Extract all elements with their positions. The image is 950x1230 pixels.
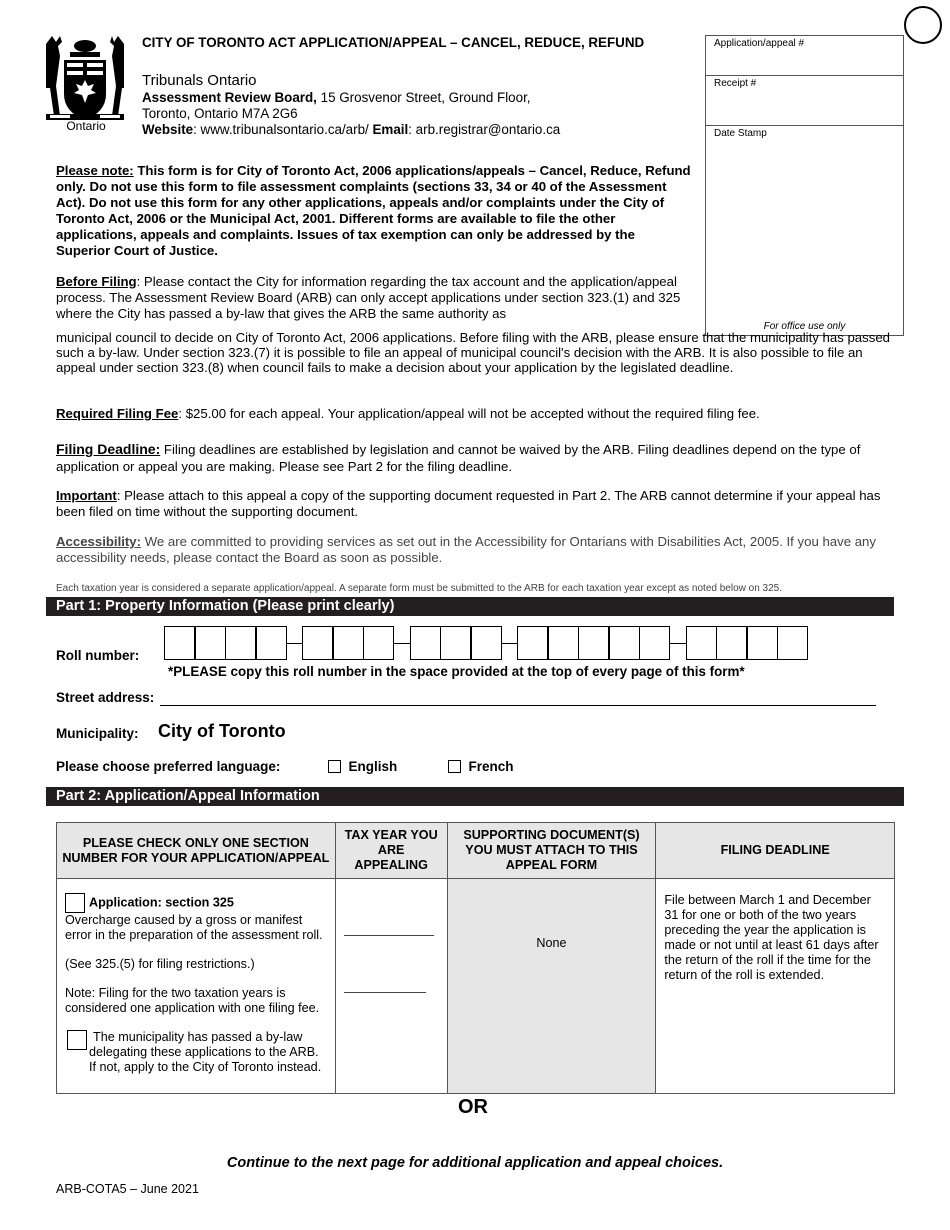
- form-title: CITY OF TORONTO ACT APPLICATION/APPEAL – CANCEL, REDUCE, REFUND: [142, 35, 645, 50]
- tax-year-cell: [335, 879, 447, 1094]
- roll-digit-box[interactable]: [471, 626, 502, 660]
- please-note: Please note: This form is for City of Toronto Act, 2006 applications/appeals – Cancel, Reduce, Refund only. Do not use this form to file assessment complaints (sections 33, 34 or 40 of the Assessment Act). Do not use this form for any other applications, appeals and/or complaints under the City of Toronto Act, 2006 or the Municipal Act, 2001. Different forms are available to file the other applications, appeals and complaints. Issues of tax exemption can only be addressed by the Superior Court of Justice.: [56, 163, 691, 258]
- roll-digit-box[interactable]: [548, 626, 579, 660]
- city-line: Toronto, Ontario M7A 2G6: [142, 106, 298, 121]
- filing-restrictions: (See 325.(5) for filing restrictions.): [65, 957, 255, 971]
- roll-separator: [670, 643, 686, 644]
- roll-number-input[interactable]: [164, 626, 824, 660]
- part1-heading: Part 1: Property Information (Please print clearly): [46, 597, 894, 616]
- taxation-note: Each taxation year is considered a separate application/appeal. A separate form must be submitted to the ARB for each taxation year except as noted below on 325.: [56, 583, 783, 594]
- before-filing-part2: municipal council to decide on City of Toronto Act, 2006 applications. Before filing with the ARB, please ensure that the municipality has passed such a by-law. Under section 323.(7) it is possible to file an appeal of municipal council's decision with the ARB. It is also possible to file an appeal under section 323.(8) when council fails to make a decision about your application by the legislated deadline.: [56, 330, 890, 375]
- contact-line: Website: www.tribunalsontario.ca/arb/ Email: arb.registrar@ontario.ca: [142, 122, 561, 137]
- roll-digit-box[interactable]: [195, 626, 226, 660]
- roll-digit-box[interactable]: [609, 626, 640, 660]
- section-325-checkbox[interactable]: [65, 893, 85, 913]
- accessibility-note: Accessibility: We are committed to providing services as set out in the Accessibility for Ontarians with Disabilities Act, 2005. If you have any accessibility needs, please contact the Board as soon as possible.: [56, 534, 876, 565]
- application-table: [56, 822, 895, 1094]
- logo-label: Ontario: [66, 119, 106, 133]
- roll-number-note: *PLEASE copy this roll number in the space provided at the top of every page of this form*: [168, 664, 745, 679]
- org-name: Tribunals Ontario: [142, 72, 257, 89]
- date-stamp-field: Date Stamp: [714, 128, 767, 139]
- roll-separator: [394, 643, 410, 644]
- col-tax-year-header: TAX YEAR YOU ARE APPEALING: [335, 823, 447, 879]
- deadline-cell: File between March 1 and December 31 for one or both of the two years preceding the year the application is made or not until at least 61 days after the return of the roll if the time for the return of the roll is extended.: [656, 879, 895, 1094]
- col-section-header: PLEASE CHECK ONLY ONE SECTION NUMBER FOR YOUR APPLICATION/APPEAL: [57, 823, 336, 879]
- tax-year-field-1[interactable]: [344, 935, 434, 936]
- app-number-field[interactable]: Application/appeal #: [706, 36, 903, 76]
- form-id: ARB-COTA5 – June 2021: [56, 1182, 199, 1196]
- roll-digit-box[interactable]: [578, 626, 609, 660]
- receipt-field[interactable]: Receipt #: [706, 76, 903, 126]
- french-checkbox[interactable]: [448, 760, 461, 773]
- roll-digit-box[interactable]: [686, 626, 717, 660]
- roll-digit-box[interactable]: [639, 626, 670, 660]
- section-325-desc: Overcharge caused by a gross or manifest error in the preparation of the assessment roll.: [65, 913, 323, 942]
- roll-digit-box[interactable]: [440, 626, 471, 660]
- supporting-doc-cell: None: [447, 879, 656, 1094]
- col-deadline-header: FILING DEADLINE: [656, 823, 895, 879]
- before-filing-part1: Before Filing: Please contact the City for information regarding the tax account and the application/appeal process. The Assessment Review Board (ARB) can only accept applications under section 323.(1) and 325 where the City has passed a by-law that gives the ARB the same authority as: [56, 274, 681, 321]
- continue-note: Continue to the next page for additional application and appeal choices.: [226, 1155, 724, 1171]
- col-supporting-header: SUPPORTING DOCUMENT(S) YOU MUST ATTACH TO THIS APPEAL FORM: [447, 823, 656, 879]
- section-325-cell: [57, 879, 336, 1094]
- filing-deadline-note: Filing Deadline: Filing deadlines are established by legislation and cannot be waived by the ARB. Filing deadlines depend on the type of application or appeal you are making. Please see Part 2 for the filing deadline.: [56, 441, 861, 474]
- roll-digit-box[interactable]: [333, 626, 364, 660]
- two-year-note: Note: Filing for the two taxation years is considered one application with one filing fee.: [65, 986, 320, 1015]
- roll-digit-box[interactable]: [302, 626, 333, 660]
- bylaw-option[interactable]: The municipality has passed a by-law delegating these applications to the ARB. If not, apply to the City of Toronto instead.: [65, 1030, 327, 1075]
- roll-separator: [286, 643, 302, 644]
- municipality-value: City of Toronto: [158, 721, 286, 741]
- tax-year-field-2[interactable]: [344, 992, 426, 993]
- municipality-label: Municipality:: [56, 726, 139, 741]
- roll-digit-box[interactable]: [225, 626, 256, 660]
- office-use-box: [705, 35, 904, 336]
- language-label: Please choose preferred language:: [56, 759, 281, 774]
- roll-digit-box[interactable]: [716, 626, 747, 660]
- or-label: OR: [458, 1096, 488, 1118]
- board-address: Assessment Review Board, 15 Grosvenor Street, Ground Floor,: [142, 90, 531, 105]
- bylaw-checkbox[interactable]: [67, 1030, 87, 1050]
- roll-digit-box[interactable]: [410, 626, 441, 660]
- roll-digit-box[interactable]: [164, 626, 195, 660]
- roll-digit-box[interactable]: [363, 626, 394, 660]
- street-address-label: Street address:: [56, 690, 155, 705]
- street-address-field[interactable]: [160, 705, 876, 706]
- roll-digit-box[interactable]: [777, 626, 808, 660]
- roll-digit-box[interactable]: [256, 626, 287, 660]
- lang-english-option[interactable]: English: [328, 759, 397, 774]
- section-325-option[interactable]: Application: section 325: [65, 893, 327, 913]
- roll-separator: [501, 643, 517, 644]
- roll-digit-box[interactable]: [747, 626, 778, 660]
- office-use-footer: For office use only: [763, 321, 846, 332]
- ontario-coat-of-arms-icon: [42, 34, 128, 132]
- english-checkbox[interactable]: [328, 760, 341, 773]
- lang-french-option[interactable]: French: [448, 759, 514, 774]
- important-note: Important: Please attach to this appeal a copy of the supporting document requested in Part 2. The ARB cannot determine if your appeal has been filed on time without the supporting document.: [56, 488, 881, 519]
- filing-fee: Required Filing Fee: $25.00 for each appeal. Your application/appeal will not be accepted without the required filing fee.: [56, 406, 760, 421]
- corner-circle: [904, 6, 942, 44]
- roll-number-label: Roll number:: [56, 648, 140, 663]
- roll-digit-box[interactable]: [517, 626, 548, 660]
- part2-heading: Part 2: Application/Appeal Information: [46, 787, 904, 806]
